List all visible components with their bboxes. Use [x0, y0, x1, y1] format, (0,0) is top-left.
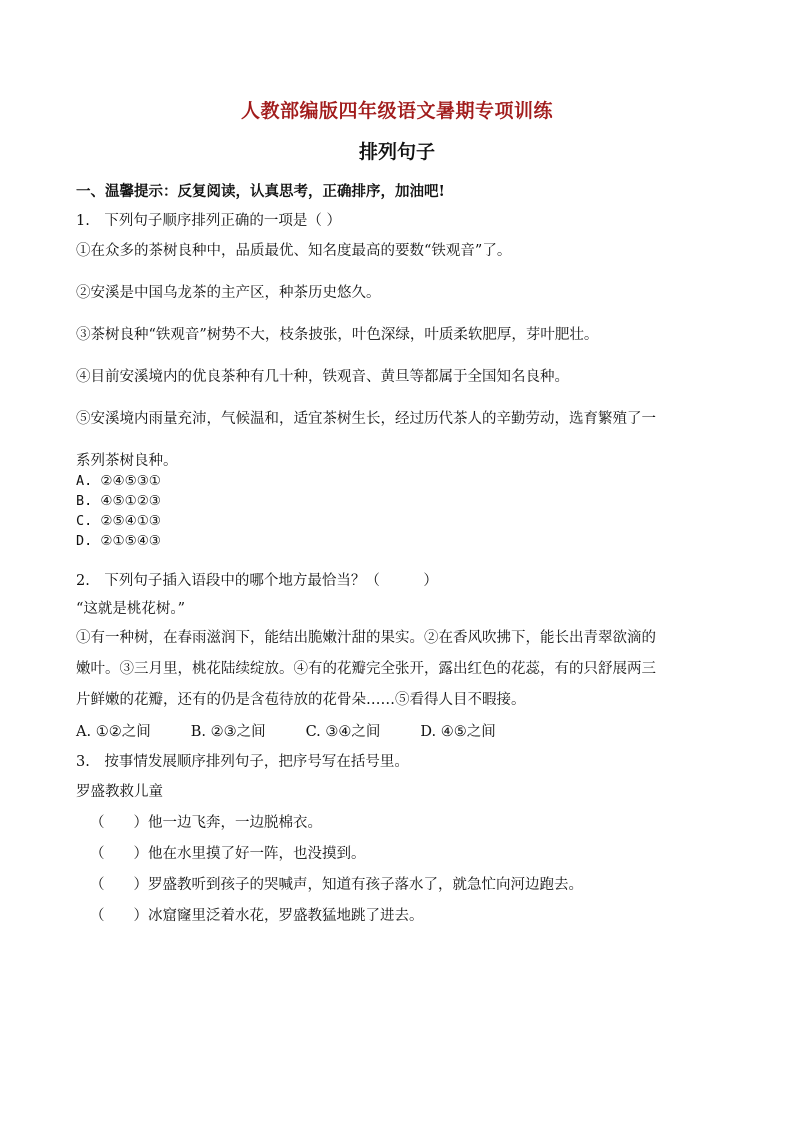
- document-subtitle: 排列句子: [358, 141, 435, 163]
- q3-blank-1[interactable]: （ ）他一边飞奔，一边脱棉衣。: [90, 815, 322, 831]
- q2-option-b: B. ②③之间: [190, 724, 266, 740]
- q2-option-d: D. ④⑤之间: [420, 724, 496, 740]
- q2-option-a: A. ①②之间: [76, 724, 151, 740]
- q1-sentence-5a: ⑤安溪境内雨量充沛，气候温和，适宜茶树生长，经过历代茶人的辛勤劳动，选育繁殖了一: [76, 411, 656, 427]
- q2-paragraph-line-1: ①有一种树，在春雨滋润下，能结出脆嫩汁甜的果实。②在香风吹拂下，能长出青翠欲滴的: [76, 630, 656, 646]
- q1-sentence-1: ①在众多的茶树良种中，品质最优、知名度最高的要数“铁观音”了。: [76, 243, 512, 259]
- q3-blank-3[interactable]: （ ）罗盛教听到孩子的哭喊声，知道有孩子落水了，就急忙向河边跑去。: [90, 877, 583, 893]
- q1-sentence-3: ③茶树良种“铁观音”树势不大，枝条披张，叶色深绿，叶质柔软肥厚，芽叶肥壮。: [76, 327, 599, 343]
- q1-stem: 1. 下列句子顺序排列正确的一项是（ ）: [76, 213, 341, 229]
- q3-stem: 3. 按事情发展顺序排列句子，把序号写在括号里。: [76, 754, 409, 770]
- document-page: [76, 96, 718, 926]
- q1-option-c: C. ②⑤④①③: [76, 513, 161, 529]
- q1-option-d: D. ②①⑤④③: [76, 533, 161, 549]
- q2-paragraph-line-3: 片鲜嫩的花瓣，还有的仍是含苞待放的花骨朵……⑤看得人目不暇接。: [76, 692, 526, 708]
- q2-stem: 2. 下列句子插入语段中的哪个地方最恰当？（ ）: [76, 573, 438, 589]
- q1-sentence-5b: 系列茶树良种。: [76, 453, 178, 469]
- q2-options: [76, 722, 718, 742]
- q2-option-c: C. ③④之间: [305, 724, 381, 740]
- document-title: 人教部编版四年级语文暑期专项训练: [240, 100, 553, 122]
- q1-option-a: A. ②④⑤③①: [76, 473, 161, 489]
- q1-sentence-4: ④目前安溪境内的优良茶种有几十种，铁观音、黄旦等都属于全国知名良种。: [76, 369, 569, 385]
- q3-blank-2[interactable]: （ ）他在水里摸了好一阵，也没摸到。: [90, 846, 366, 862]
- q2-quote: “这就是桃花树。”: [76, 601, 186, 617]
- q3-blank-4[interactable]: （ ）冰窟窿里泛着水花，罗盛教猛地跳了进去。: [90, 908, 424, 924]
- q1-sentence-2: ②安溪是中国乌龙茶的主产区，种茶历史悠久。: [76, 285, 381, 301]
- q3-heading: 罗盛教救儿童: [76, 784, 163, 800]
- q1-option-b: B. ④⑤①②③: [76, 493, 161, 509]
- q2-paragraph-line-2: 嫩叶。③三月里，桃花陆续绽放。④有的花瓣完全张开，露出红色的花蕊，有的只舒展两三: [76, 661, 656, 677]
- section-hint: 一、温馨提示：反复阅读，认真思考，正确排序，加油吧!: [76, 183, 445, 200]
